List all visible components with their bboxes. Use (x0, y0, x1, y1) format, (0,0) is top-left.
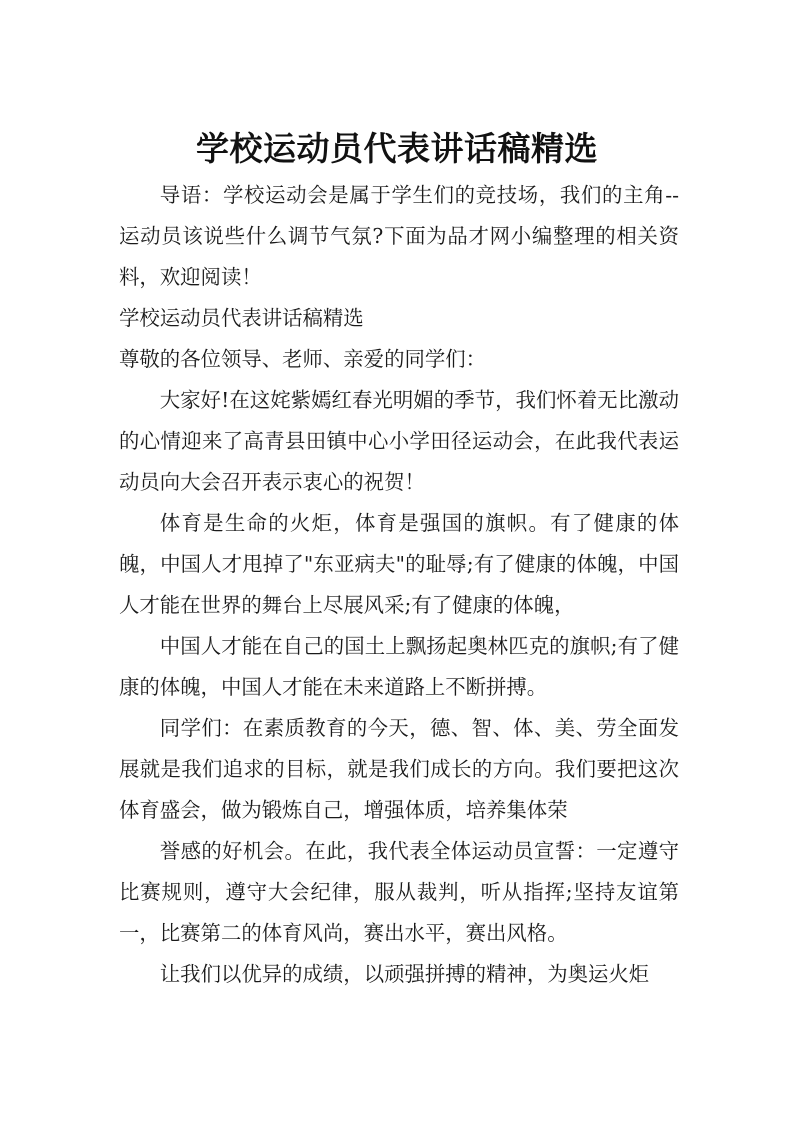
paragraph-sports-torch: 体育是生命的火炬，体育是强国的旗帜。有了健康的体魄，中国人才甩掉了"东亚病夫"的耻辱;有了健康的体魄，中国人才能在世界的舞台上尽展风采;有了健康的体魄， (119, 511, 679, 617)
paragraph-greeting: 大家好!在这姹紫嫣红春光明媚的季节，我们怀着无比激动的心情迎来了高青县田镇中心小学田径运动会，在此我代表运动员向大会召开表示衷心的祝贺！ (119, 388, 679, 494)
paragraph-oath: 誉感的好机会。在此，我代表全体运动员宣誓：一定遵守比赛规则，遵守大会纪律，服从裁判，听从指挥;坚持友谊第一，比赛第二的体育风尚，赛出水平，赛出风格。 (119, 839, 679, 945)
document-title: 学校运动员代表讲话稿精选 (196, 129, 598, 169)
paragraph-olympic-flag: 中国人才能在自己的国土上飘扬起奥林匹克的旗帜;有了健康的体魄，中国人才能在未来道路上不断拼搏。 (119, 634, 679, 699)
paragraph-education: 同学们：在素质教育的今天，德、智、体、美、劳全面发展就是我们追求的目标，就是我们成长的方向。我们要把这次体育盛会，做为锻炼自己，增强体质，培养集体荣 (119, 716, 679, 822)
paragraph-intro: 导语：学校运动会是属于学生们的竞技场，我们的主角--运动员该说些什么调节气氛?下面为品才网小编整理的相关资料，欢迎阅读！ (119, 183, 679, 289)
paragraph-closing: 让我们以优异的成绩，以顽强拼搏的精神，为奥运火炬 (159, 962, 650, 986)
paragraph-salutation: 尊敬的各位领导、老师、亲爱的同学们： (119, 347, 487, 371)
paragraph-heading: 学校运动员代表讲话稿精选 (119, 306, 364, 330)
document-body (119, 175, 679, 995)
